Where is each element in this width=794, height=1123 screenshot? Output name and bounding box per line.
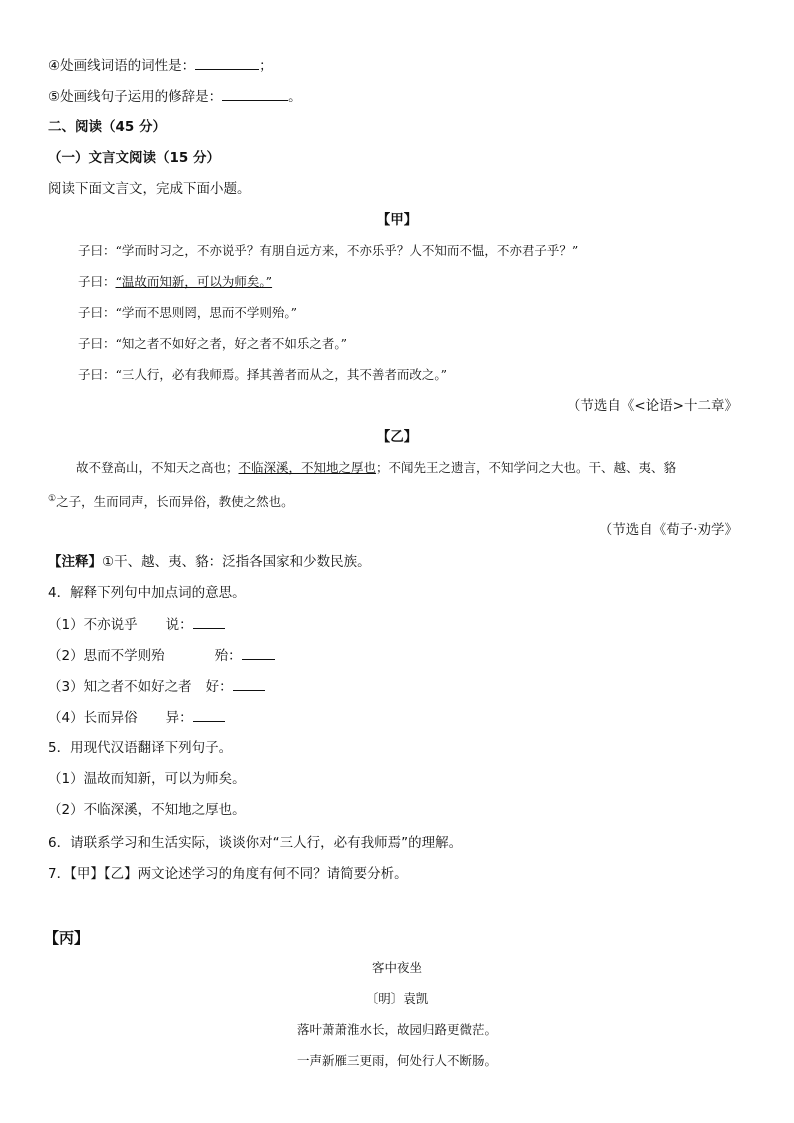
passage-bing-label: 【丙】 <box>44 929 90 947</box>
jia-source: （节选自《<论语>十二章》 <box>566 398 738 414</box>
sub-heading: （一）文言文阅读（15 分） <box>48 150 220 166</box>
underlined-sentence: 不临深溪，不知地之厚也 <box>238 460 377 475</box>
answer-blank[interactable] <box>222 86 288 101</box>
jia-line: 子曰：“温故而知新，可以为师矣。” <box>78 274 273 289</box>
question-7: 7．【甲】【乙】两文论述学习的角度有何不同？请简要分析。 <box>48 866 408 882</box>
q4-item: （3）知之者不如好之者 好： <box>48 676 265 697</box>
poem-author: 〔明〕袁凯 <box>365 991 429 1006</box>
jia-line: 子曰：“学而不思则罔，思而不学则殆。” <box>78 305 298 320</box>
poem-line: 一声新雁三更雨，何处行人不断肠。 <box>296 1053 497 1068</box>
passage-yi-title: 【乙】 <box>376 429 418 445</box>
yi-line: 故不登高山，不知天之高也；不临深溪，不知地之厚也；不闻先王之遗言，不知学问之大也。干、越、夷、貉 <box>76 460 677 475</box>
question-6: 6．请联系学习和生活实际，谈谈你对“三人行，必有我师焉”的理解。 <box>48 835 463 851</box>
q5-item: （1）温故而知新，可以为师矣。 <box>48 771 246 787</box>
jia-line: 子曰：“知之者不如好之者，好之者不如乐之者。” <box>78 336 348 351</box>
section-heading: 二、阅读（45 分） <box>48 119 166 135</box>
answer-blank[interactable] <box>193 614 225 629</box>
note: 【注释】①干、越、夷、貉：泛指各国家和少数民族。 <box>48 554 371 570</box>
passage-jia-title: 【甲】 <box>376 212 418 228</box>
q4-item: （2）思而不学则殆 殆： <box>48 645 275 666</box>
answer-blank[interactable] <box>195 55 259 70</box>
q4-item: （4）长而异俗 异： <box>48 707 225 728</box>
item-5: ⑤处画线句子运用的修辞是： 。 <box>48 86 302 107</box>
q5-item: （2）不临深溪，不知地之厚也。 <box>48 802 246 818</box>
item-4: ④处画线词语的词性是： ； <box>48 55 273 76</box>
answer-blank[interactable] <box>242 645 275 660</box>
poem-line: 落叶萧萧淮水长，故园归路更微茫。 <box>296 1022 497 1037</box>
jia-line: 子曰：“学而时习之，不亦说乎？有朋自远方来，不亦乐乎？人不知而不愠，不亦君子乎？” <box>78 243 579 258</box>
answer-blank[interactable] <box>233 676 265 691</box>
yi-line: ①之子，生而同声，长而异俗，教使之然也。 <box>48 494 294 510</box>
underlined-sentence: “温故而知新，可以为师矣。” <box>115 274 273 289</box>
question-4: 4．解释下列句中加点词的意思。 <box>48 585 246 601</box>
question-5: 5．用现代汉语翻译下列句子。 <box>48 740 233 756</box>
instruction: 阅读下面文言文，完成下面小题。 <box>48 181 251 197</box>
footnote-marker: ① <box>48 494 57 504</box>
answer-blank[interactable] <box>193 707 225 722</box>
jia-line: 子曰：“三人行，必有我师焉。择其善者而从之，其不善者而改之。” <box>78 367 448 382</box>
yi-source: （节选自《荀子·劝学》 <box>598 522 738 538</box>
poem-title: 客中夜坐 <box>371 960 422 975</box>
q4-item: （1）不亦说乎 说： <box>48 614 225 635</box>
